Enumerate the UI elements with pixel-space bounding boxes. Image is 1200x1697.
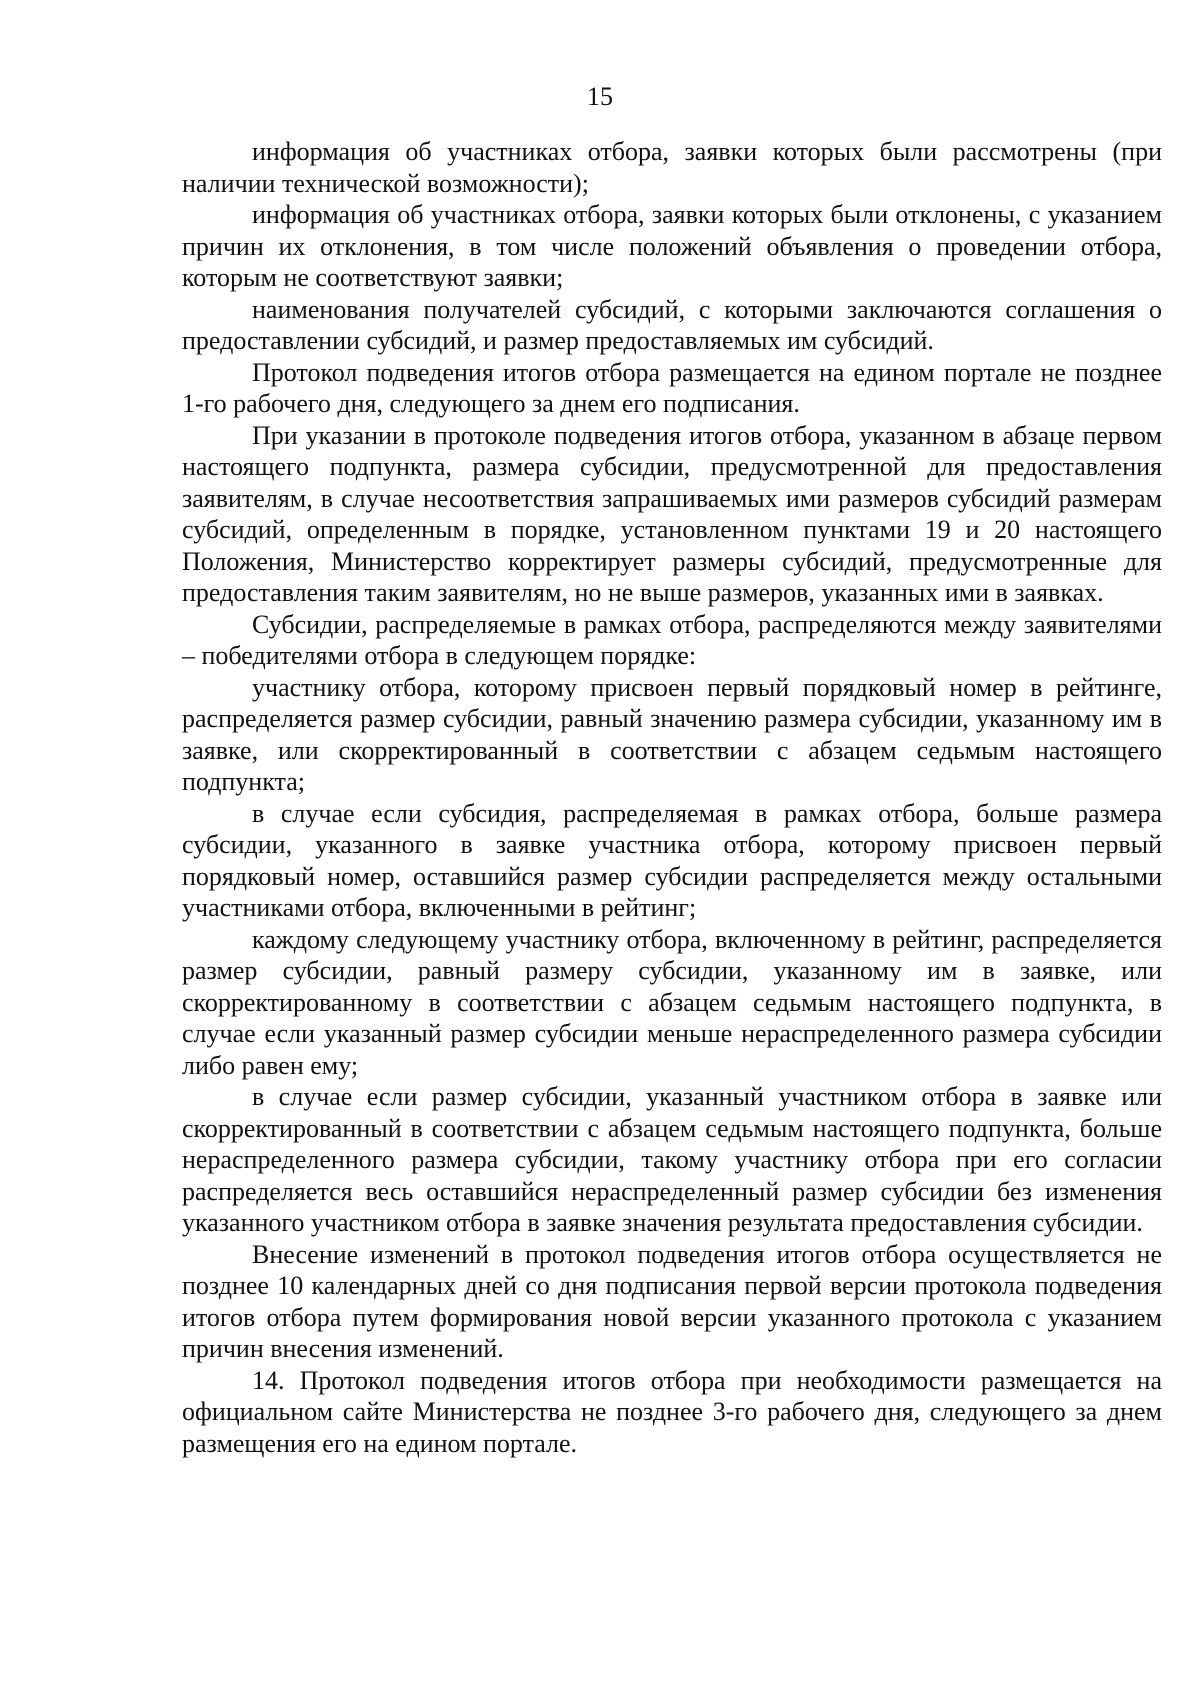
paragraph: участнику отбора, которому присвоен первый порядковый номер в рейтинге, распределяется размер субсидии, равный значению размера субсидии, указанному им в заявке, или скорректированный в соответствии с абзацем седьмым настоящего подпункта; — [182, 672, 1162, 796]
paragraph: 14. Протокол подведения итогов отбора при необходимости размещается на официальном сайте Министерства не позднее 3-го рабочего дня, следующего за днем размещения его на едином портале. — [182, 1365, 1162, 1458]
paragraph: Внесение изменений в протокол подведения итогов отбора осуществляется не позднее 10 календарных дней со дня подписания первой версии протокола подведения итогов отбора путем формирования новой версии указанного протокола с указанием причин внесения изменений. — [182, 1239, 1162, 1363]
paragraph: При указании в протоколе подведения итогов отбора, указанном в абзаце первом настоящего подпункта, размера субсидии, предусмотренной для предоставления заявителям, в случае несоответствия запрашиваемых ими размеров субсидий размерам субсидий, определенным в порядке, установленном пунктами 19 и 20 настоящего Положения, Министерство корректирует размеры субсидий, предусмотренные для предоставления таким заявителям, но не выше размеров, указанных ими в заявках. — [182, 420, 1162, 607]
paragraph: в случае если субсидия, распределяемая в рамках отбора, больше размера субсидии, указанного в заявке участника отбора, которому присвоен первый порядковый номер, оставшийся размер субсидии распределяется между остальными участниками отбора, включенными в рейтинг; — [182, 798, 1162, 922]
paragraph: наименования получателей субсидий, с которыми заключаются соглашения о предоставлении субсидий, и размер предоставляемых им субсидий. — [182, 294, 1162, 355]
paragraph: Протокол подведения итогов отбора размещается на едином портале не позднее 1-го рабочего дня, следующего за днем его подписания. — [182, 357, 1162, 418]
page-number: 15 — [587, 82, 613, 111]
paragraph: информация об участниках отбора, заявки которых были рассмотрены (при наличии технической возможности); — [182, 137, 1162, 198]
paragraph: Субсидии, распределяемые в рамках отбора, распределяются между заявителями – победителями отбора в следующем порядке: — [182, 609, 1162, 670]
paragraph: каждому следующему участнику отбора, включенному в рейтинг, распределяется размер субсидии, равный размеру субсидии, указанному им в заявке, или скорректированному в соответствии с абзацем седьмым настоящего подпункта, в случае если указанный размер субсидии меньше нераспределенного размера субсидии либо равен ему; — [182, 924, 1162, 1080]
paragraph: в случае если размер субсидии, указанный участником отбора в заявке или скорректированный в соответствии с абзацем седьмым настоящего подпункта, больше нераспределенного размера субсидии, такому участнику отбора при его согласии распределяется весь оставшийся нераспределенный размер субсидии без изменения указанного участником отбора в заявке значения результата предоставления субсидии. — [182, 1082, 1162, 1237]
document-body — [182, 136, 1162, 1459]
paragraph: информация об участниках отбора, заявки которых были отклонены, с указанием причин их отклонения, в том числе положений объявления о проведении отбора, которым не соответствуют заявки; — [182, 200, 1162, 292]
